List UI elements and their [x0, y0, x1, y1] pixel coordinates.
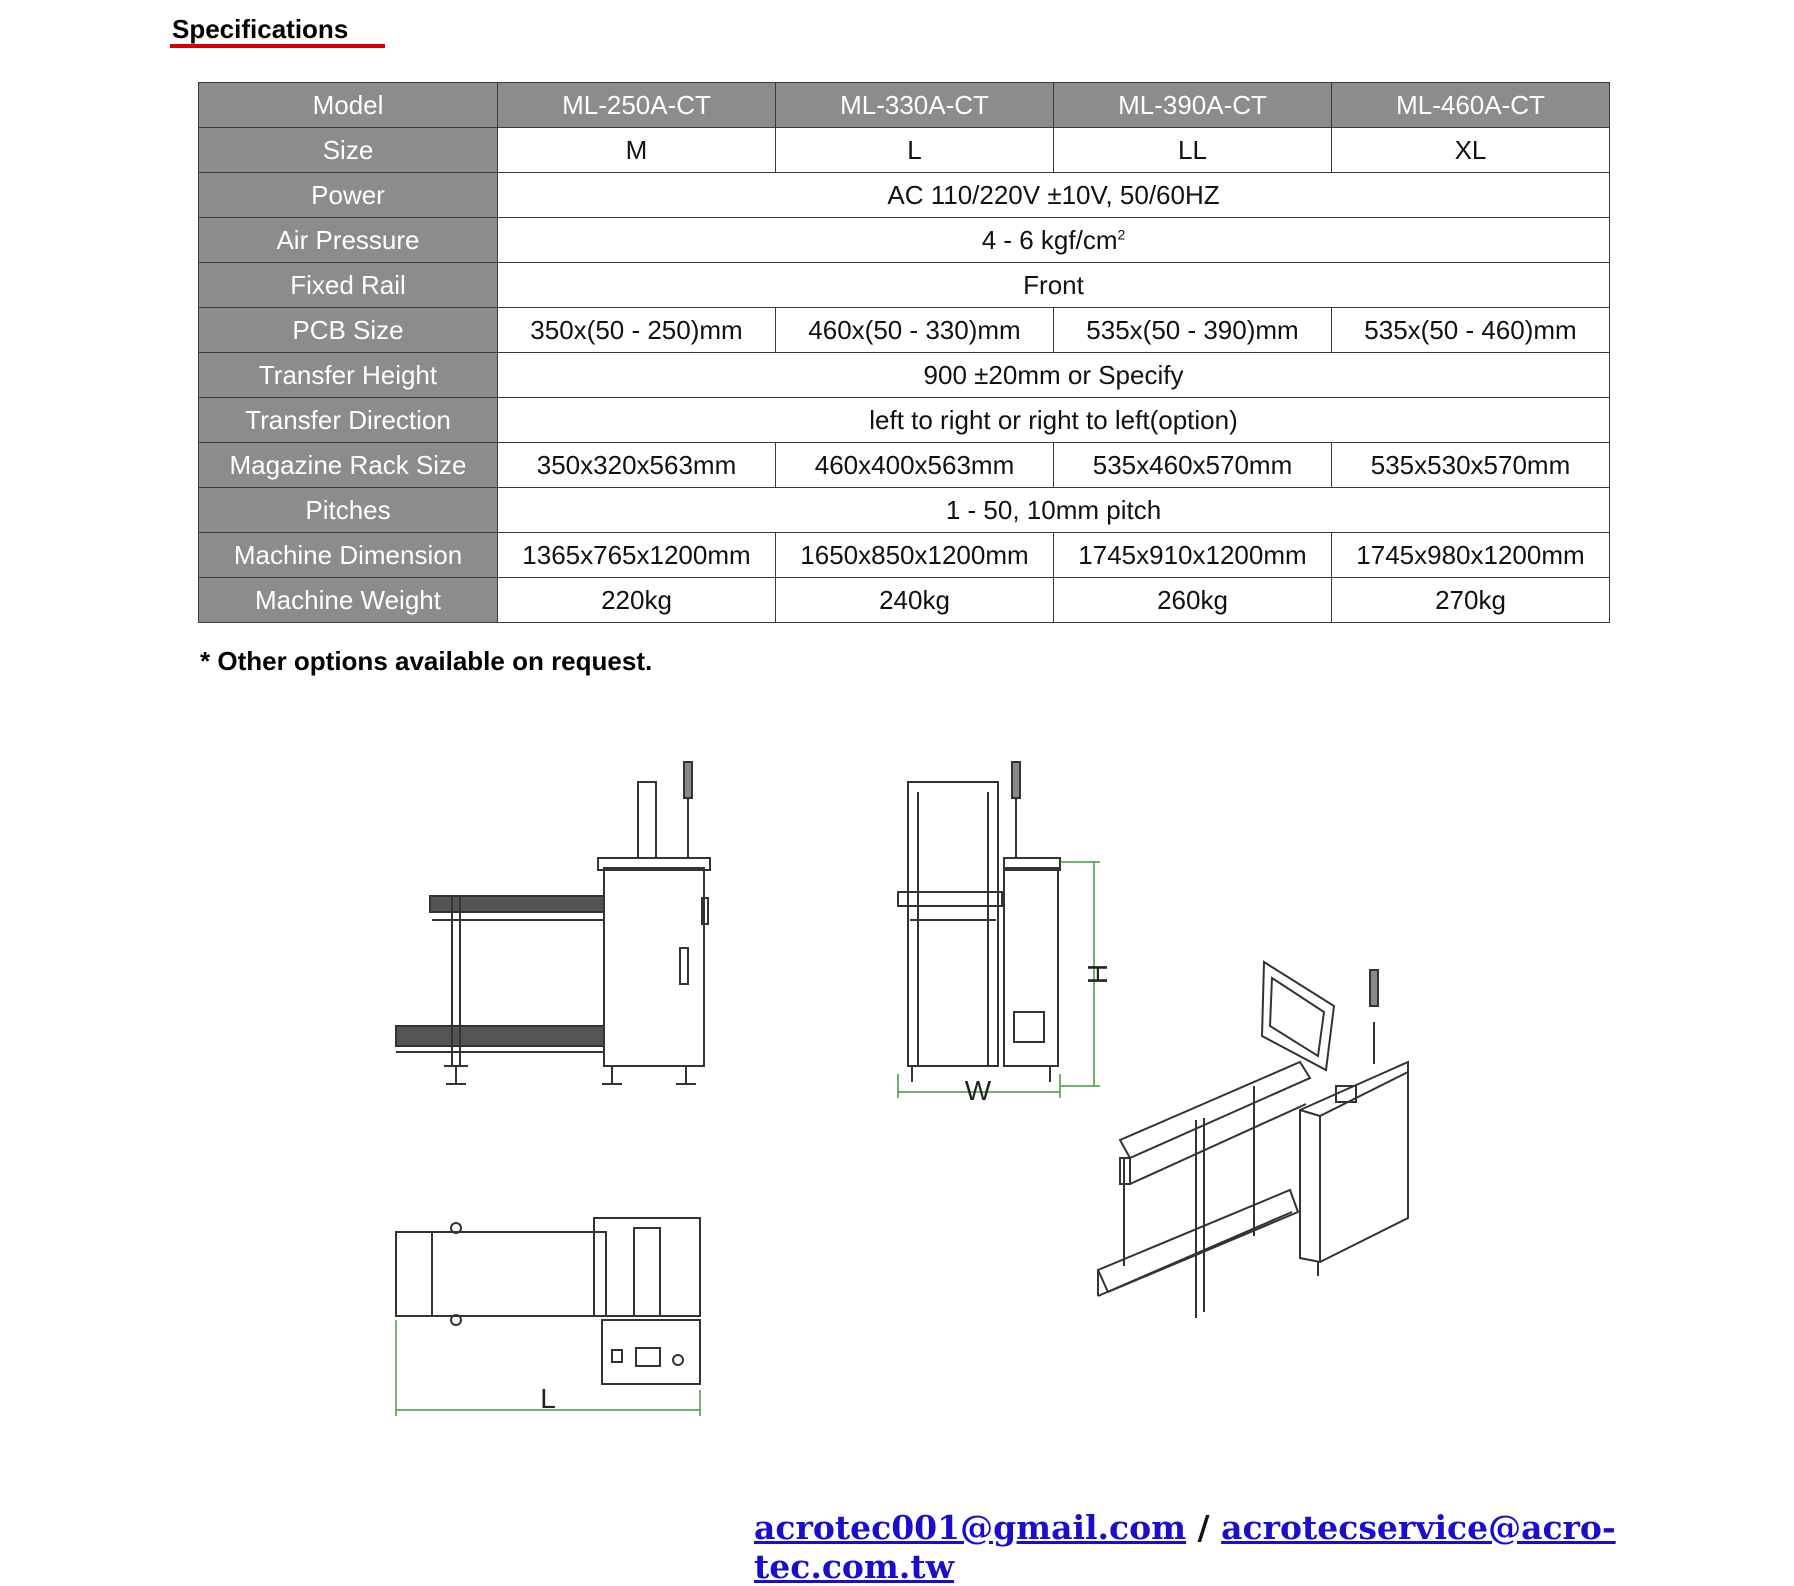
top-view-drawing	[396, 1218, 700, 1384]
isometric-view-drawing	[1098, 962, 1408, 1318]
table-cell: 535x(50 - 390)mm	[1054, 308, 1332, 353]
superscript: 2	[1117, 225, 1126, 242]
page-title: Specifications	[172, 14, 349, 44]
email-link-gmail[interactable]: acrotec001@gmail.com	[754, 1508, 1187, 1547]
options-note: * Other options available on request.	[200, 646, 653, 676]
table-cell: 1650x850x1200mm	[776, 533, 1054, 578]
air-pressure-value: 4 - 6 kgf/cm	[981, 224, 1118, 255]
row-label: Power	[199, 173, 498, 218]
width-label: W	[964, 1075, 992, 1106]
row-label: Fixed Rail	[199, 263, 498, 308]
row-label: Pitches	[199, 488, 498, 533]
table-cell: 535x460x570mm	[1054, 443, 1332, 488]
table-cell: 460x(50 - 330)mm	[776, 308, 1054, 353]
email-link-service[interactable]: acrotecservice@acro-tec.com.tw	[754, 1508, 1616, 1586]
model-cell: ML-460A-CT	[1332, 83, 1610, 128]
table-cell: left to right or right to left(option)	[498, 398, 1610, 443]
row-label: PCB Size	[199, 308, 498, 353]
contact-line	[754, 1508, 1794, 1586]
table-cell: 900 ±20mm or Specify	[498, 353, 1610, 398]
row-label: Transfer Direction	[199, 398, 498, 443]
row-label: Machine Weight	[199, 578, 498, 623]
table-cell: 1 - 50, 10mm pitch	[498, 488, 1610, 533]
table-cell: 270kg	[1332, 578, 1610, 623]
side-view-drawing	[898, 762, 1060, 1082]
table-cell: 260kg	[1054, 578, 1332, 623]
table-cell: AC 110/220V ±10V, 50/60HZ	[498, 173, 1610, 218]
table-cell: 1745x980x1200mm	[1332, 533, 1610, 578]
table-cell: 1365x765x1200mm	[498, 533, 776, 578]
table-cell: 220kg	[498, 578, 776, 623]
table-cell: XL	[1332, 128, 1610, 173]
row-label: Model	[199, 83, 498, 128]
table-cell: 350x320x563mm	[498, 443, 776, 488]
table-cell: LL	[1054, 128, 1332, 173]
table-cell: M	[498, 128, 776, 173]
table-cell: Front	[498, 263, 1610, 308]
table-cell: 350x(50 - 250)mm	[498, 308, 776, 353]
table-cell: 240kg	[776, 578, 1054, 623]
table-cell: 535x530x570mm	[1332, 443, 1610, 488]
row-label: Magazine Rack Size	[199, 443, 498, 488]
row-label: Size	[199, 128, 498, 173]
front-view-drawing	[396, 762, 710, 1084]
table-cell: 460x400x563mm	[776, 443, 1054, 488]
row-label: Machine Dimension	[199, 533, 498, 578]
model-cell: ML-390A-CT	[1054, 83, 1332, 128]
row-label: Transfer Height	[199, 353, 498, 398]
table-cell: 535x(50 - 460)mm	[1332, 308, 1610, 353]
model-cell: ML-250A-CT	[498, 83, 776, 128]
height-label: H	[1082, 963, 1113, 985]
row-label: Air Pressure	[199, 218, 498, 263]
length-label: L	[540, 1383, 556, 1414]
email-separator: /	[1197, 1508, 1210, 1547]
table-cell: 1745x910x1200mm	[1054, 533, 1332, 578]
table-cell: L	[776, 128, 1054, 173]
model-cell: ML-330A-CT	[776, 83, 1054, 128]
